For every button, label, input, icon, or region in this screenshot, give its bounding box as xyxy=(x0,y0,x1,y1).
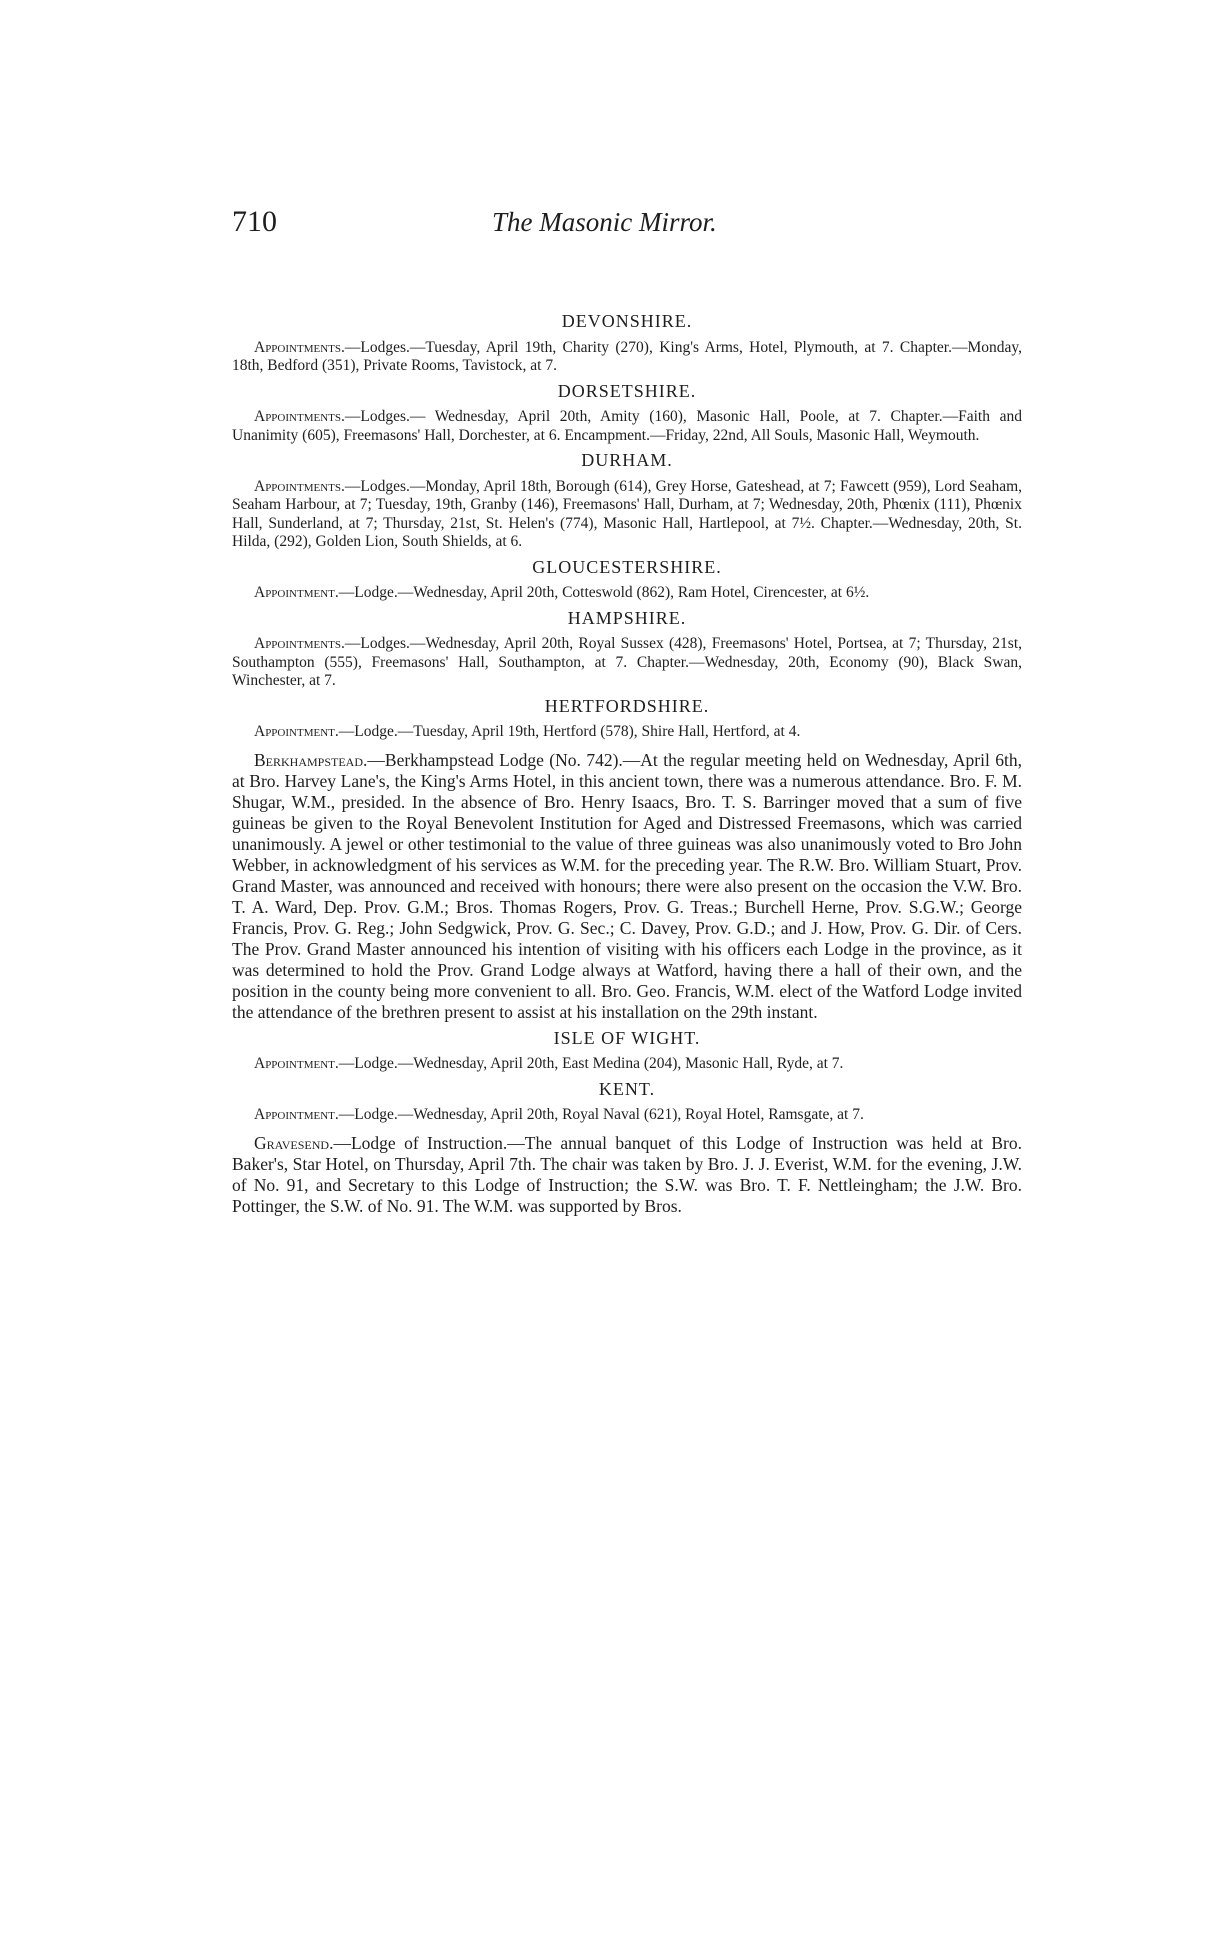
appointment-text: —Lodge.—Wednesday, April 20th, Royal Naval (621), Royal Hotel, Ramsgate, at 7. xyxy=(338,1106,864,1123)
running-title: The Masonic Mirror. xyxy=(492,207,717,237)
appointment-label: Appointment. xyxy=(254,1055,339,1072)
appointment-text: —Lodges.—Monday, April 18th, Borough (614), Grey Horse, Gateshead, at 7; Fawcett (959), Lord Seaham, Seaham Harbour, at 7; Tuesday, 19th, Granby (146), Freemasons' Hall, Durham, at 7; Wednesday, 20th, Phœnix (111), Phœnix Hall, Sunderland, at 7; Thursday, 21st, St. Helen's (774), Masonic Hall, Hartlepool, at 7½. Chapter.—Wednesday, 20th, St. Hilda, (292), Golden Lion, South Shields, at 6. xyxy=(232,477,1022,550)
section-heading: DURHAM. xyxy=(581,450,673,470)
appointment-text: —Lodge.—Wednesday, April 20th, East Medina (204), Masonic Hall, Ryde, at 7. xyxy=(338,1055,844,1072)
section-heading: HERTFORDSHIRE. xyxy=(544,695,710,716)
appointment-paragraph xyxy=(232,1106,1022,1125)
appointment-text: —Lodges.—Wednesday, April 20th, Royal Sussex (428), Freemasons' Hotel, Portsea, at 7; Thursday, 21st, Southampton (555), Freemasons' Hall, Southampton, at 7. Chapter.—Wednesday, 20th, Economy (90), Black Swan, Winchester, at 7. xyxy=(232,635,1022,689)
page-number: 710 xyxy=(232,205,277,238)
section-hampshire xyxy=(232,609,1022,691)
section-heading: GLOUCESTERSHIRE. xyxy=(532,556,722,577)
section-heading: DORSETSHIRE. xyxy=(557,380,697,401)
appointment-label: Appointments. xyxy=(254,635,345,652)
appointment-paragraph xyxy=(232,584,1022,603)
appointment-label: Appointment. xyxy=(254,723,339,740)
appointment-paragraph xyxy=(232,478,1022,552)
section-isle-of-wight xyxy=(232,1029,1022,1074)
appointment-paragraph xyxy=(232,635,1022,691)
report-paragraph xyxy=(232,1133,1022,1217)
section-heading: KENT. xyxy=(598,1078,656,1099)
section-heading: ISLE OF WIGHT. xyxy=(553,1027,701,1048)
report-paragraph xyxy=(232,750,1022,1023)
report-place: Gravesend. xyxy=(254,1132,334,1153)
appointment-label: Appointments. xyxy=(254,338,345,356)
appointment-label: Appointment. xyxy=(254,1106,339,1123)
section-devonshire xyxy=(232,312,1022,376)
appointment-label: Appointment. xyxy=(254,584,339,601)
section-gloucestershire xyxy=(232,558,1022,603)
report-text: —Lodge of Instruction.—The annual banquet of this Lodge of Instruction was held at Bro. Baker's, Star Hotel, on Thursday, April 7th. The chair was taken by Bro. J. J. Everist, W.M. for the evening, J.W. of No. 91, and Secretary to this Lodge of Instruction; the S.W. was Bro. T. F. Nettleingham; the J.W. Bro. Pottinger, the S.W. of No. 91. The W.M. was supported by Bros. xyxy=(232,1132,1022,1216)
section-hertfordshire xyxy=(232,697,1022,1023)
report-place: Berkhampstead. xyxy=(254,749,368,770)
page-header xyxy=(232,205,1022,245)
appointment-paragraph xyxy=(232,339,1022,376)
section-durham xyxy=(232,451,1022,552)
appointment-label: Appointments. xyxy=(254,477,345,495)
appointment-paragraph xyxy=(232,408,1022,445)
report-text: —Berkhampstead Lodge (No. 742).—At the regular meeting held on Wednesday, April 6th, at Bro. Harvey Lane's, the King's Arms Hotel, in this ancient town, there was a numerous attendance. Bro. F. M. Shugar, W.M., presided. In the absence of Bro. Henry Isaacs, Bro. T. S. Barringer moved that a sum of five guineas be given to the Royal Benevolent Institution for Aged and Distressed Freemasons, which was carried unanimously. A jewel or other testimonial to the value of three guineas was also unanimously voted to Bro John Webber, in acknowledgment of his services as W.M. for the preceding year. The R.W. Bro. William Stuart, Prov. Grand Master, was announced and received with honours; there were also present on the occasion the V.W. Bro. T. A. Ward, Dep. Prov. G.M.; Bros. Thomas Rogers, Prov. G. Treas.; Burchell Herne, Prov. S.G.W.; George Francis, Prov. G. Reg.; John Sedgwick, Prov. G. Sec.; C. Davey, Prov. G.D.; and J. How, Prov. G. Dir. of Cers. The Prov. Grand Master announced his intention of visiting with his officers each Lodge in the province, as it was determined to hold the Prov. Grand Lodge always at Watford, having there a hall of their own, and the position in the county being more convenient to all. Bro. Geo. Francis, W.M. elect of the Watford Lodge invited the attendance of the brethren present to assist at his installation on the 29th instant. xyxy=(232,749,1022,1022)
appointment-paragraph xyxy=(232,1055,1022,1074)
page-body xyxy=(232,312,1022,1223)
section-heading: HAMPSHIRE. xyxy=(567,607,687,628)
appointment-paragraph xyxy=(232,723,1022,742)
appointment-label: Appointments. xyxy=(254,408,345,425)
appointment-text: —Lodge.—Wednesday, April 20th, Cotteswold (862), Ram Hotel, Cirencester, at 6½. xyxy=(338,584,870,601)
appointment-text: —Lodges.—Tuesday, April 19th, Charity (270), King's Arms, Hotel, Plymouth, at 7. Chapter.—Monday, 18th, Bedford (351), Private Rooms, Tavistock, at 7. xyxy=(232,338,1022,374)
section-dorsetshire xyxy=(232,382,1022,446)
appointment-text: —Lodges.— Wednesday, April 20th, Amity (160), Masonic Hall, Poole, at 7. Chapter.—Faith and Unanimity (605), Freemasons' Hall, Dorchester, at 6. Encampment.—Friday, 22nd, All Souls, Masonic Hall, Weymouth. xyxy=(232,408,1022,444)
appointment-text: —Lodge.—Tuesday, April 19th, Hertford (578), Shire Hall, Hertford, at 4. xyxy=(338,723,801,740)
section-heading: DEVONSHIRE. xyxy=(561,311,693,331)
section-kent xyxy=(232,1080,1022,1217)
